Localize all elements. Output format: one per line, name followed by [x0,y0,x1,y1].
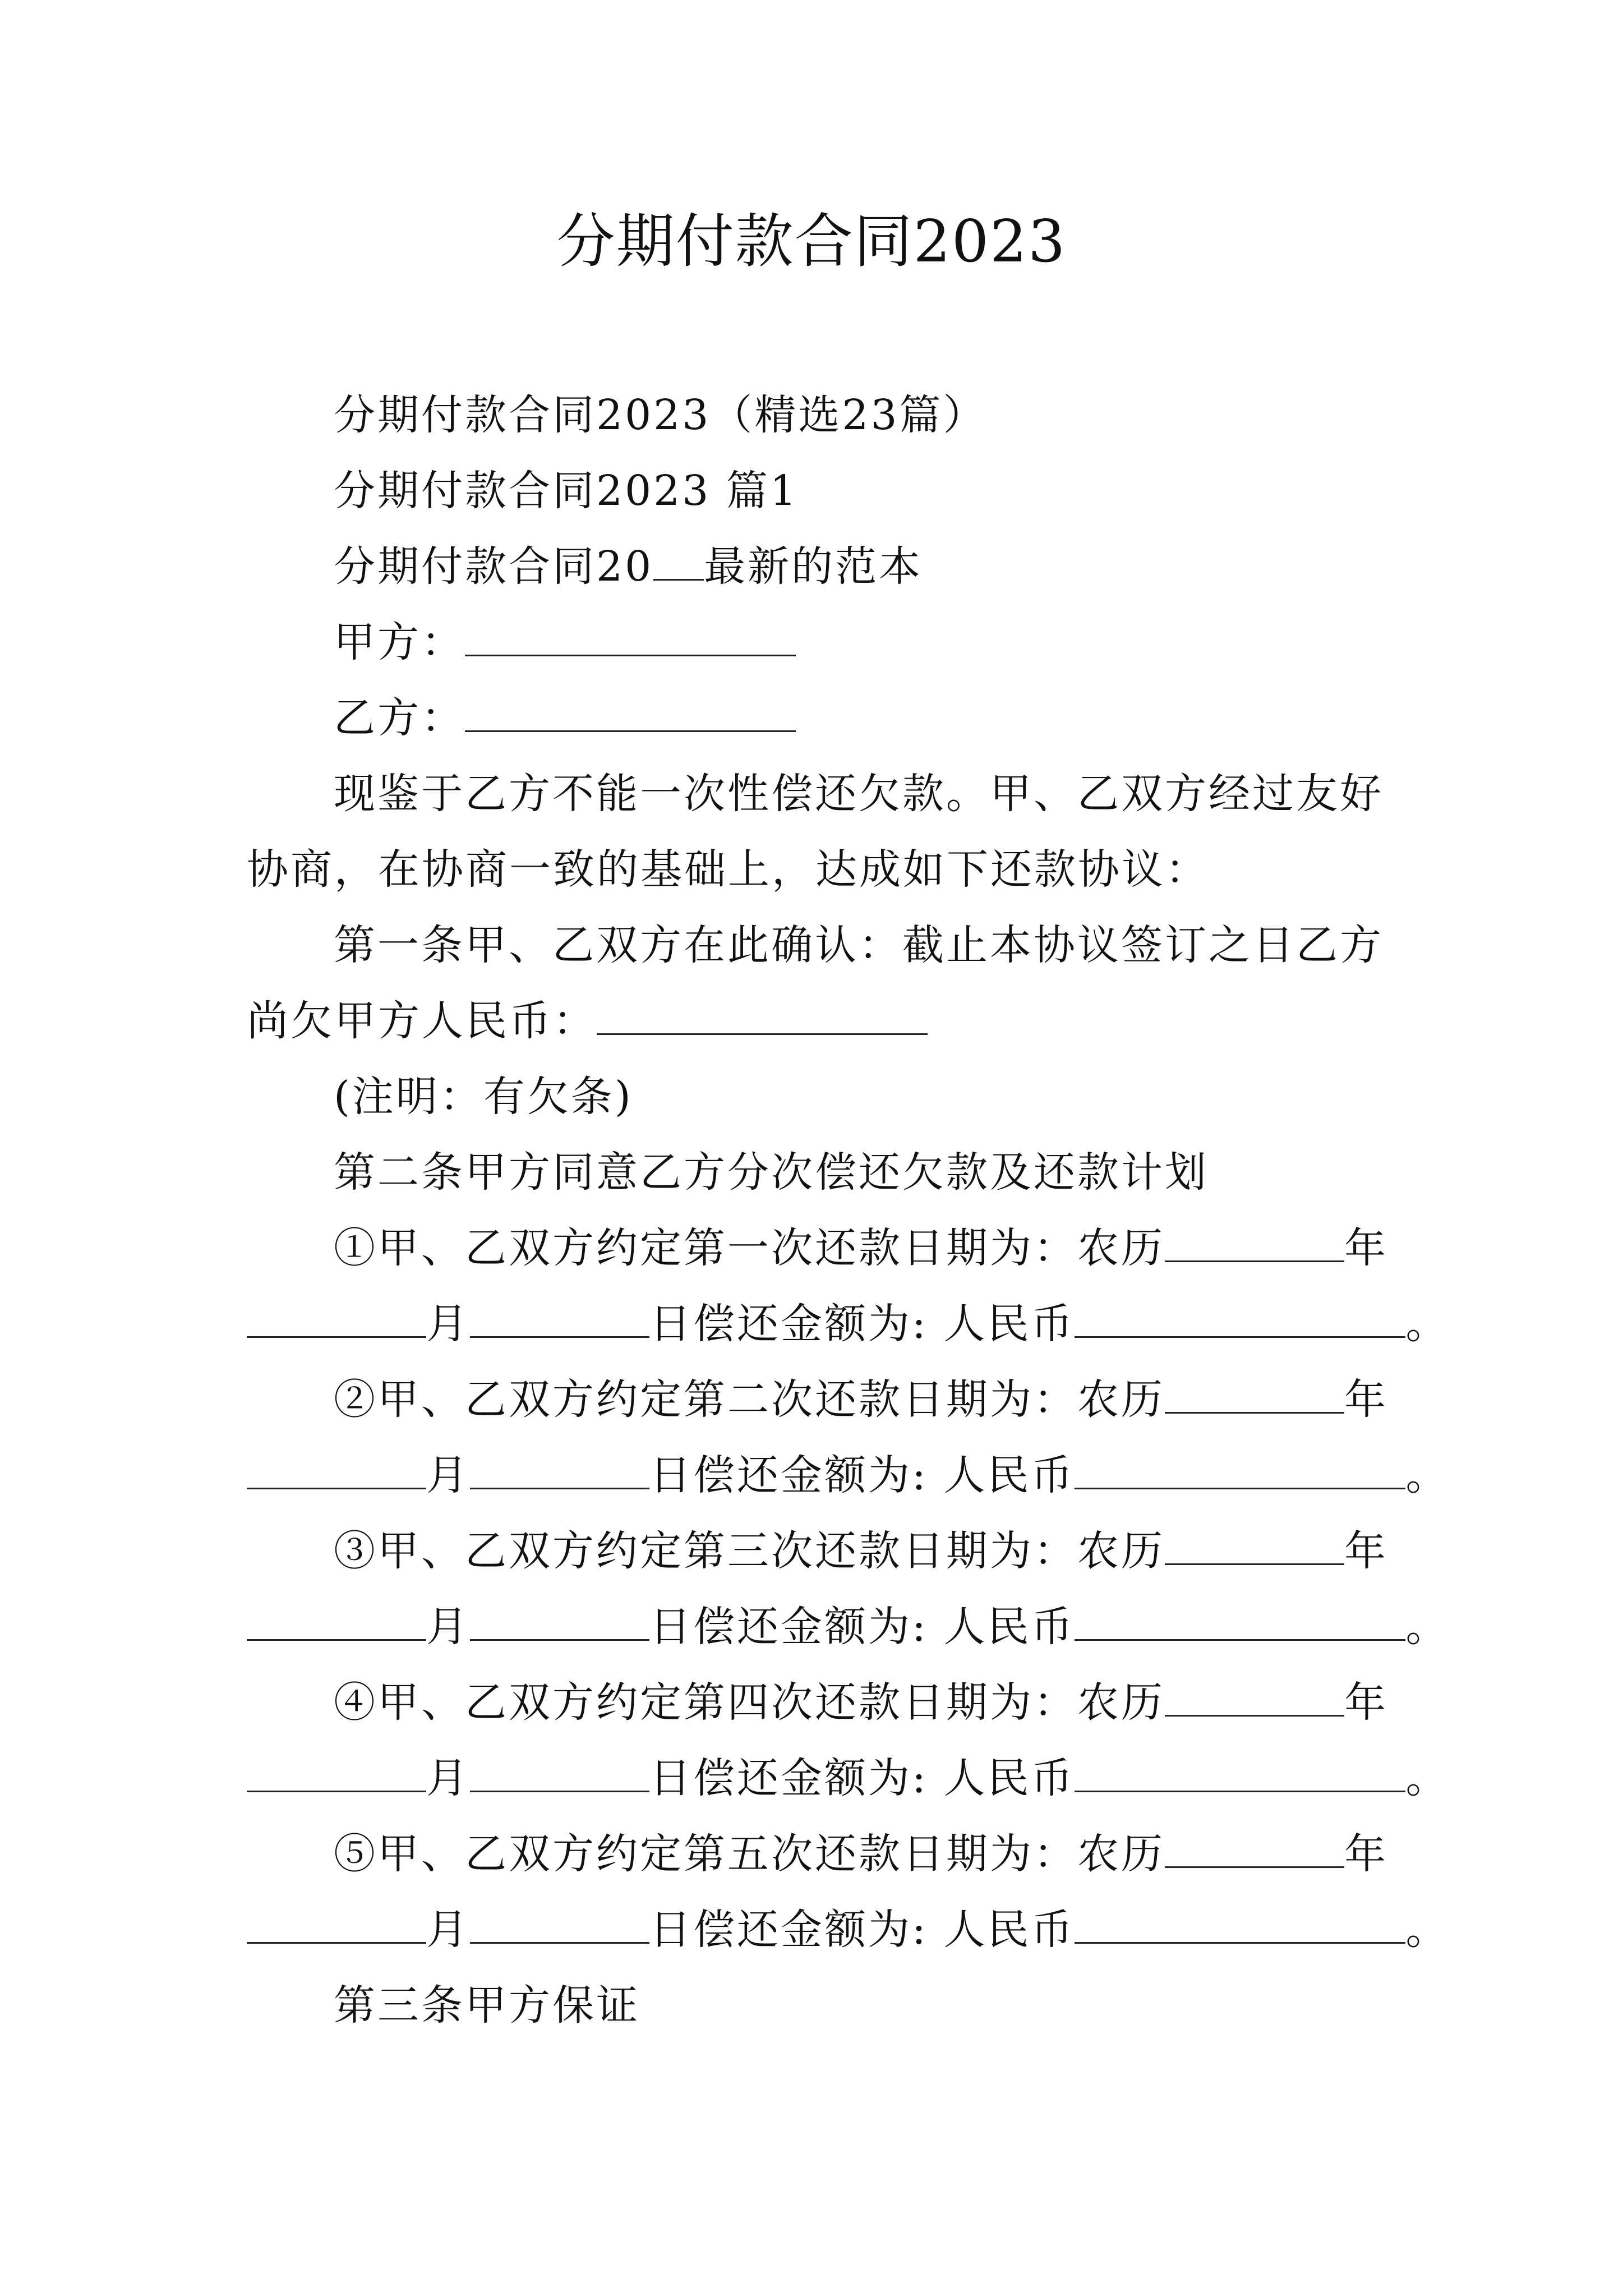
installment-5-amount-label: 日偿还金额为: 人民币 [649,1906,1075,1954]
installment-2-year-label: 年 [1344,1375,1388,1424]
installment-1-day-blank [470,1297,649,1338]
installment-3-end-mark: 。 [1405,1603,1450,1651]
intro-heading: 分期付款合同2023（精选23篇） [334,391,987,439]
preamble-line-1: 现鉴于乙方不能一次性偿还欠款。甲、乙双方经过友好 [334,770,1384,818]
installment-5-money-blank [1075,1903,1405,1944]
installment-3-year-blank [1165,1524,1344,1565]
installment-4-money-blank [1075,1751,1405,1792]
installment-3-line-2 [0,1599,1623,1655]
installment-5-line-2 [0,1902,1623,1958]
document-title: 分期付款合同2023 [556,207,1067,275]
article1-line-2-text: 尚欠甲方人民币： [247,997,597,1045]
installment-3-year-label: 年 [1344,1527,1388,1575]
installment-1-line-2 [0,1296,1623,1352]
preamble-line-2: 协商，在协商一致的基础上，达成如下还款协议： [247,845,1209,894]
sample-heading-suffix: 最新的范本 [704,542,923,591]
article1-line-1: 第一条甲、乙双方在此确认：截止本协议签订之日乙方 [334,921,1384,969]
note-line: (注明：有欠条) [334,1073,633,1121]
party-b-blank [465,691,796,732]
installment-3-month-blank [247,1600,426,1641]
installment-4-month-blank [247,1751,426,1792]
installment-5-line-1 [0,1826,1623,1882]
party-a-line [0,614,1623,670]
installment-1-line-1 [0,1220,1623,1276]
article2-heading: 第二条甲方同意乙方分次偿还欠款及还款计划 [334,1148,1209,1197]
installment-2-text: ②甲、乙双方约定第二次还款日期为：农历 [334,1375,1165,1424]
debt-amount-blank [597,994,928,1035]
sample-heading [0,539,1623,595]
party-a-label: 甲方： [334,618,465,666]
section-heading: 分期付款合同2023 篇1 [334,467,799,515]
party-b-label: 乙方： [334,694,465,742]
installment-1-month-label: 月 [426,1300,470,1348]
installment-1-month-blank [247,1297,426,1338]
installment-4-end-mark: 。 [1405,1754,1450,1802]
installment-3-line-1 [0,1523,1623,1579]
installment-2-month-blank [247,1448,426,1489]
installment-4-line-2 [0,1750,1623,1806]
article3-heading: 第三条甲方保证 [334,1981,640,2030]
installment-5-month-label: 月 [426,1906,470,1954]
sample-heading-prefix: 分期付款合同20 [334,542,654,591]
installment-3-amount-label: 日偿还金额为: 人民币 [649,1603,1075,1651]
installment-3-text: ③甲、乙双方约定第三次还款日期为：农历 [334,1527,1165,1575]
installment-4-month-label: 月 [426,1754,470,1802]
installment-2-month-label: 月 [426,1451,470,1499]
installment-1-money-blank [1075,1297,1405,1338]
installment-4-text: ④甲、乙双方约定第四次还款日期为：农历 [334,1678,1165,1727]
installment-4-amount-label: 日偿还金额为: 人民币 [649,1754,1075,1802]
installment-1-year-blank [1165,1221,1344,1262]
party-a-blank [465,615,796,656]
party-b-line [0,690,1623,746]
installment-4-line-1 [0,1674,1623,1731]
installment-2-year-blank [1165,1373,1344,1414]
installment-5-text: ⑤甲、乙双方约定第五次还款日期为：农历 [334,1830,1165,1878]
year-blank [653,540,704,581]
installment-4-day-blank [470,1751,649,1792]
installment-2-amount-label: 日偿还金额为: 人民币 [649,1451,1075,1499]
installment-5-day-blank [470,1903,649,1944]
installment-5-year-label: 年 [1344,1830,1388,1878]
installment-2-line-2 [0,1447,1623,1503]
installment-4-year-blank [1165,1676,1344,1717]
installment-4-year-label: 年 [1344,1678,1388,1727]
installment-5-year-blank [1165,1827,1344,1868]
installment-3-month-label: 月 [426,1603,470,1651]
installment-2-end-mark: 。 [1405,1451,1450,1499]
installment-2-money-blank [1075,1448,1405,1489]
installment-1-text: ①甲、乙双方约定第一次还款日期为：农历 [334,1224,1165,1272]
installment-3-day-blank [470,1600,649,1641]
installment-1-amount-label: 日偿还金额为: 人民币 [649,1300,1075,1348]
installment-1-year-label: 年 [1344,1224,1388,1272]
article1-line-2 [0,993,1623,1049]
installment-2-line-1 [0,1372,1623,1428]
installment-1-end-mark: 。 [1405,1300,1450,1348]
installment-2-day-blank [470,1448,649,1489]
installment-5-end-mark: 。 [1405,1906,1450,1954]
installment-5-month-blank [247,1903,426,1944]
installment-3-money-blank [1075,1600,1405,1641]
